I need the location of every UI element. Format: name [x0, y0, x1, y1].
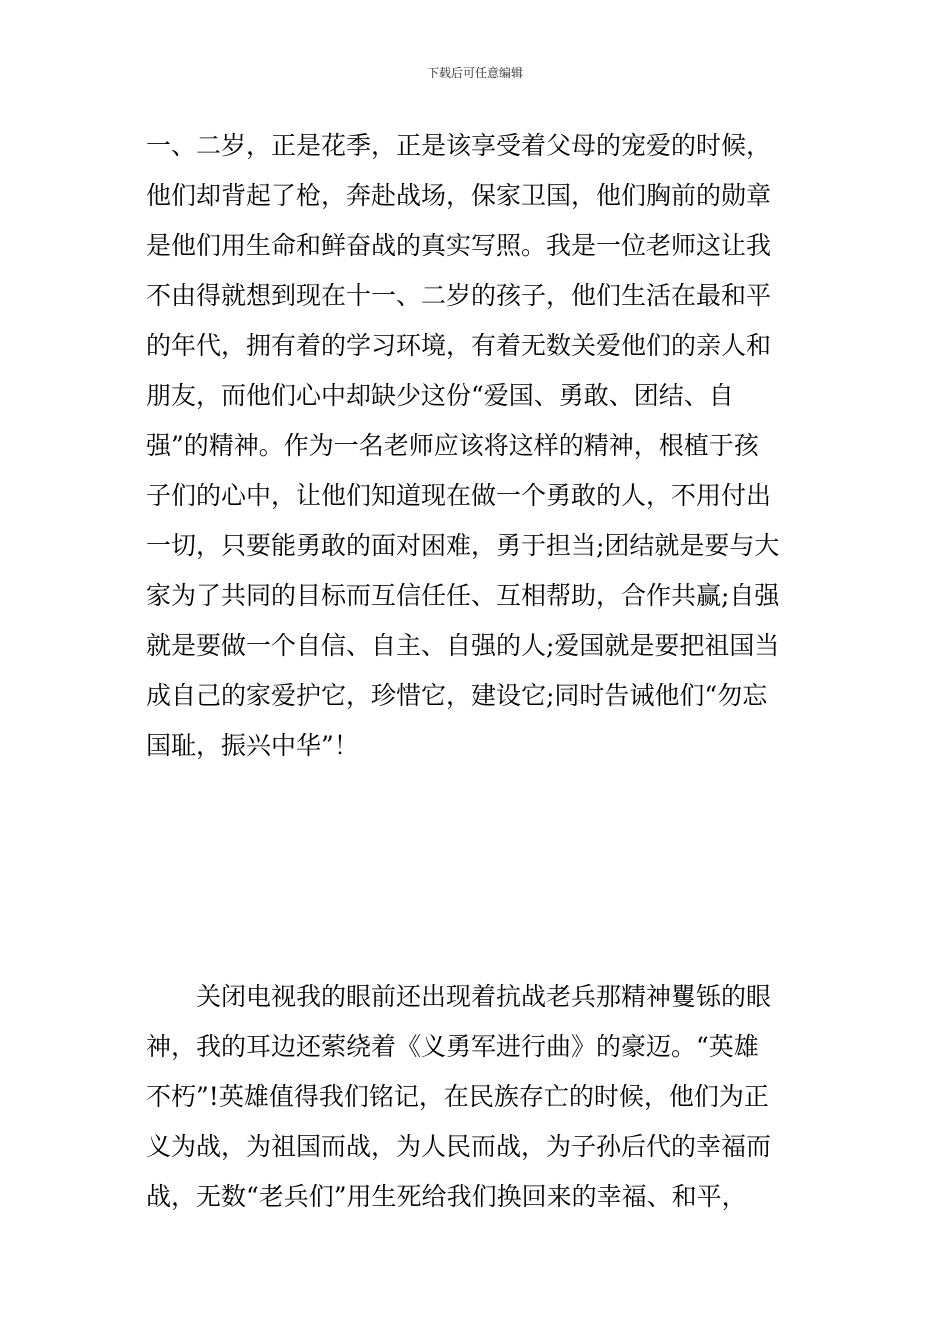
text-line: 神，我的耳边还萦绕着《义勇军进行曲》的豪迈。“英雄: [146, 1032, 759, 1061]
text-line: 是他们用生命和鲜奋战的真实写照。我是一位老师这让我: [146, 231, 772, 260]
text-line: 不朽”!英雄值得我们铭记，在民族存亡的时候，他们为正: [146, 1082, 769, 1111]
text-line: 不由得就想到现在十一、二岁的孩子，他们生活在最和平: [146, 281, 772, 310]
text-line: 一、二岁，正是花季，正是该享受着父母的宠爱的时候，: [146, 131, 772, 160]
text-line: 的年代，拥有着的学习环境，有着无数关爱他们的亲人和: [146, 331, 772, 360]
paragraph-1: [146, 121, 826, 771]
text-line: 义为战，为祖国而战，为人民而战，为子孙后代的幸福而: [146, 1132, 772, 1161]
text-line: 他们却背起了枪，奔赴战场，保家卫国，他们胸前的勋章: [146, 181, 772, 210]
text-line: 一切，只要能勇敢的面对困难，勇于担当;团结就是要与大: [146, 531, 780, 560]
text-line: 强”的精神。作为一名老师应该将这样的精神，根植于孩: [146, 431, 759, 460]
text-line: 家为了共同的目标而互信任任、互相帮助，合作共赢;自强: [146, 581, 780, 610]
text-line: 成自己的家爱护它，珍惜它，建设它;同时告诫他们“勿忘: [146, 681, 768, 710]
text-line: 朋友，而他们心中却缺少这份“爱国、勇敢、团结、自: [146, 381, 734, 410]
paragraph-2: [146, 972, 826, 1222]
text-line: 关闭电视我的眼前还出现着抗战老兵那精神矍铄的眼: [196, 982, 772, 1011]
text-line: 战，无数“老兵们”用生死给我们换回来的幸福、和平，: [146, 1182, 747, 1211]
text-line: 国耻，振兴中华”！: [146, 731, 359, 760]
text-line: 子们的心中，让他们知道现在做一个勇敢的人，不用付出: [146, 481, 772, 510]
text-line: 就是要做一个自信、自主、自强的人;爱国就是要把祖国当: [146, 631, 780, 660]
page-header: 下载后可任意编辑: [426, 66, 523, 80]
